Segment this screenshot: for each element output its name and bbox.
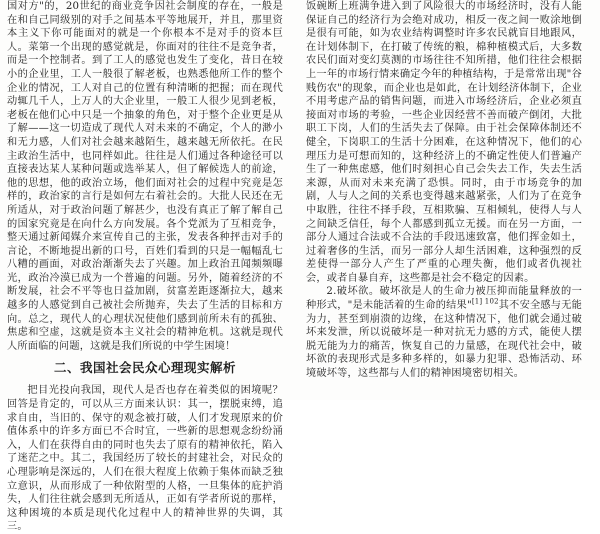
- section-heading: 二、我国社会民众心理现实解析: [53, 360, 236, 376]
- right-column: [306, 0, 582, 400]
- paragraph-text: 2.破坏欲。破坏欲是人的生命力被压抑而能量释放的一种形式，"是未能活着的生命的结果": [306, 286, 582, 312]
- body-paragraph: [306, 285, 582, 380]
- body-paragraph: 把目光投向我国，现代人是否也存在着类似的困境呢？回答是肯定的，可以从三方面来认识：其一，摆脱束缚，追求自由，当旧的、保守的观念被打破，人们才发现原来的价值体系中的许多方面已不合时宜，一些新的思想观念纷纷涌入，人们在获得自由的同时也失去了原有的精神依托，陷入了迷茫之中。其二，我国经历了较长的封建社会，对民众的心理影响是深远的，人们在很大程度上依赖于集体而缺乏独立意识，从而形成了一种依附型的人格，一旦集体的庇护消失，人们往往就会感到无所适从，正如有学者所说的那样，这种困境的本质是现代化过程中人的精神世界的失调，其三。: [7, 385, 283, 533]
- left-column: [7, 0, 283, 533]
- citation-reference: [1] 102: [471, 297, 499, 306]
- body-paragraph: 饭碗断上班满争进入到了风险很大的市场经济时，没有人能保证自己的经济行为会绝对成功，相反一夜之间一败涂地倒是很有可能，如为农业结构调整时许多农民就盲目地跟风，在计划体制下，在打破了传统的粮，棉种植模式后，大多数农民们面对变幻莫测的市场往往不知所措，他们往往会根据上一年的市场行情来确定今年的种植结构，于是常常出现"谷贱伤农"的现象，而企业也是如此，在计划经济体制下，企业不用考虑产品的销售问题，而进入市场经济后，企业必须直接面对市场的考验，一些企业因经营不善而破产倒闭，大批职工下岗，人们的生活失去了保障。由于社会保障体制还不健全，下岗职工的生活十分困难，在这种情况下，他们的心理压力是可想而知的，这种经济上的不确定性使人们普遍产生了一种焦虑感，他们时刻担心自己会失去工作，失去生活来源，从而对未来充满了恐惧。同时，由于市场竞争的加剧，人与人之间的关系也变得越来越紧张，人们为了在竞争中取胜，往往不择手段，互相欺骗、互相倾轧，使得人与人之间缺乏信任，每个人都感到孤立无援。而在另一方面，一部分人通过合法或不合法的手段迅速致富，他们挥金如土，过着奢侈的生活，而另一部分人却生活困难，这种强烈的反差使得一部分人产生了严重的心理失衡，他们或者仇视社会，或者自暴自弃，这些都是社会不稳定的因素。: [306, 1, 582, 284]
- paragraph-text: 其不安全感与无能为力，甚至到崩溃的边缘，在这种情况下，他们就会通过破坏来发泄，所以说破坏是一种对抗无力感的方式，能使人摆脱无能为力的痛苦，恢复自己的力量感，在现代社会中，破坏欲的表现形式是多种多样的，如暴力犯罪、恐怖活动、环境破坏等，这些都与人们的精神困境密切相关。: [306, 300, 582, 380]
- body-paragraph: 国对方"的，20世纪的商业竞争因社会制度的存在，一般是在和自己同级别的对手之间基本平等地展开，并且，那里资本主义下你可能面对的就是一个你根本不是对手的资本巨人。菜第一个出现的感觉就是，你面对的往往不是竞争者，而是一个控制者。到了工人的感觉也发生了变化，昔日在较小的企业里，工人一般很了解老板，也熟悉他所工作的整个企业的情况，工人对自己的位置有种清晰的把握；而在现代动辄几千人，上万人的大企业里，一般工人很少见到老板，老板在他们心中只是一个抽象的角色，对于整个企业更是从了解——这一切造成了现代人对未来的不确定，个人的渺小和无力感，人们对社会越来越陌生，越来越无所依托。在民主政治生活中，也同样如此。往往是人们通过各种途径可以直接表达某人某种问题或选举某人，但了解候选人的前途，他的思想，他的政治立场，他们面对社会的过程中究竟是怎样的，政治家的言行是如何左右着社会的。大批人民还在无所适从，对于政治问题了解甚少，也没有真正了解了解自己的国家究竟是在向什么方向发展。各个党派为了互相竞争，整天通过新闻媒介来宣传自己的主张，发表各种抨击对手的言论，不断地提出新的口号，百姓们看到的只是一幅幅乱七八糟的画面，对政治渐渐失去了兴趣。加上政治丑闻频频曝光，政治冷漠已成为一个普遍的问题。另外，随着经济的不断发展，社会不平等也日益加剧，贫富差距逐渐拉大，越来越多的人感觉到自己被社会所抛弃，失去了生活的目标和方向。总之，现代人的心理状况使他们感到前所未有的孤独、焦虑和空虚，这就是资本主义社会的精神危机。这就是现代人所面临的问题，这就是我们所说的中学生困境！: [7, 1, 283, 352]
